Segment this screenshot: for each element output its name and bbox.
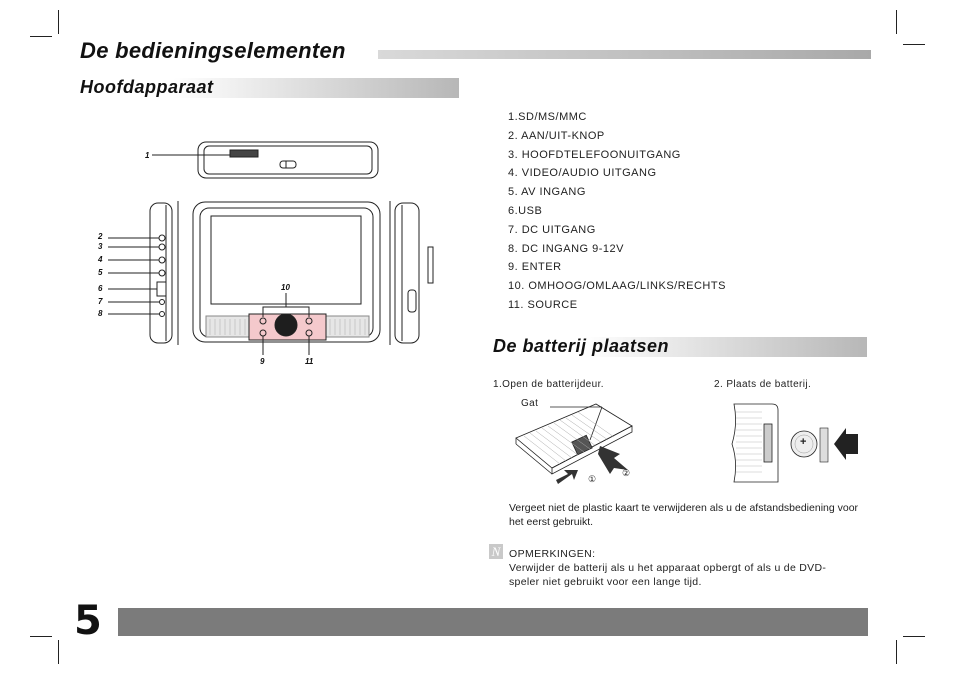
callout-6: 6 — [98, 284, 103, 293]
callout-7: 7 — [98, 297, 103, 306]
device-diagram — [90, 135, 450, 375]
note-icon-letter: N — [491, 544, 501, 559]
gat-label: Gat — [521, 398, 539, 409]
callout-1: 1 — [145, 151, 150, 160]
crop-mark-tl-v — [58, 10, 59, 34]
section-heading-main-unit — [78, 78, 459, 98]
callout-9: 9 — [260, 357, 265, 366]
crop-mark-tr-v — [896, 10, 897, 34]
note-icon — [489, 544, 503, 559]
sd-slot-icon — [230, 150, 258, 157]
list-item: 8. DC INGANG 9-12V — [508, 242, 624, 255]
callout-2: 2 — [98, 232, 103, 241]
page-number: 5 — [74, 598, 102, 644]
list-item: 3. HOOFDTELEFOONUITGANG — [508, 148, 681, 161]
insert-arrow-icon — [834, 428, 858, 460]
section-heading-main-unit-label: Hoofdapparaat — [80, 77, 214, 97]
plus-sign: + — [800, 436, 807, 448]
section-heading-battery — [491, 337, 867, 357]
controls-list — [508, 110, 726, 317]
crop-mark-br-h — [903, 636, 925, 637]
callout-10: 10 — [281, 283, 290, 292]
footer-bar — [118, 608, 868, 636]
list-item: 11. SOURCE — [508, 298, 578, 311]
crop-mark-tl-h — [30, 36, 52, 37]
crop-mark-br-v — [896, 640, 897, 664]
remarks-title: OPMERKINGEN: — [509, 548, 596, 560]
title-rule — [378, 50, 871, 59]
device-diagram-svg — [90, 135, 450, 375]
section-heading-battery-label: De batterij plaatsen — [493, 336, 670, 356]
battery-insert-illustration — [728, 400, 868, 490]
list-item: 6.USB — [508, 204, 543, 217]
nav-knob-icon — [275, 314, 297, 336]
list-item: 7. DC UITGANG — [508, 223, 596, 236]
remarks-text: Verwijder de batterij als u het apparaat opbergt of als u de DVD-speler niet gebruikt voor een lange tijd. — [509, 562, 827, 588]
page-title: De bedieningselementen — [80, 38, 346, 63]
plastic-card-note: Vergeet niet de plastic kaart te verwijderen als u de afstandsbediening voor het eerst gebruikt. — [509, 502, 859, 528]
crop-mark-bl-h — [30, 636, 52, 637]
list-item: 2. AAN/UIT-KNOP — [508, 129, 605, 142]
callout-4: 4 — [98, 255, 103, 264]
device-right-side-view — [395, 203, 419, 343]
device-top-view — [198, 142, 378, 178]
battery-insert-svg — [728, 400, 868, 490]
power-switch-icon — [280, 161, 296, 168]
callout-3: 3 — [98, 242, 103, 251]
callout-5: 5 — [98, 268, 103, 277]
remote-open-illustration — [510, 398, 650, 488]
list-item: 10. OMHOOG/OMLAAG/LINKS/RECHTS — [508, 280, 726, 293]
battery-step-2: 2. Plaats de batterij. — [714, 379, 812, 390]
battery-step-1: 1.Open de batterijdeur. — [493, 379, 604, 390]
list-item: 9. ENTER — [508, 261, 562, 274]
list-item: 1.SD/MS/MMC — [508, 111, 587, 123]
marker-1: ① — [588, 474, 597, 484]
callout-11: 11 — [305, 357, 314, 366]
list-item: 4. VIDEO/AUDIO UITGANG — [508, 167, 657, 180]
list-item: 5. AV INGANG — [508, 186, 586, 199]
callout-8: 8 — [98, 309, 103, 318]
marker-2: ② — [622, 468, 631, 478]
crop-mark-bl-v — [58, 640, 59, 664]
crop-mark-tr-h — [903, 44, 925, 45]
